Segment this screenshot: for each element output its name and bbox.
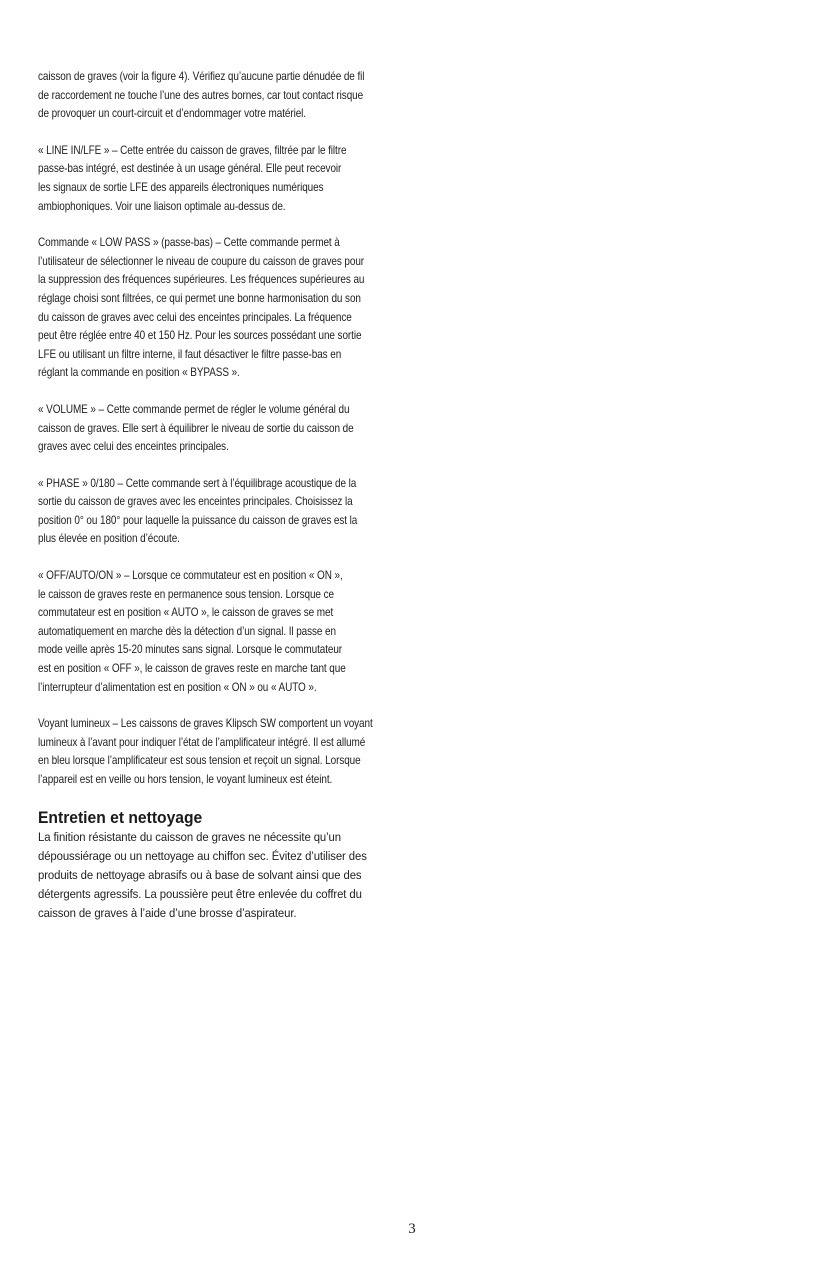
text-line: produits de nettoyage abrasifs ou à base de solvant ainsi que des <box>38 868 362 882</box>
section-heading: Entretien et nettoyage <box>38 807 203 827</box>
text-line: peut être réglée entre 40 et 150 Hz. Pour les sources possédant une sortie <box>38 329 362 343</box>
text-line: passe-bas intégré, est destinée à un usage général. Elle peut recevoir <box>38 162 342 176</box>
text-line: détergents agressifs. La poussière peut être enlevée du coffret du <box>38 887 362 902</box>
text-line: Voyant lumineux – Les caissons de graves Klipsch SW comportent un voyant <box>38 717 373 731</box>
text-line: automatiquement en marche dès la détection d’un signal. Il passe en <box>38 624 336 638</box>
text-line: caisson de graves (voir la figure 4). Vérifiez qu’aucune partie dénudée de fil <box>38 70 365 83</box>
text-line: caisson de graves. Elle sert à équilibrer le niveau de sortie du caisson de <box>38 421 354 435</box>
text-line: La finition résistante du caisson de graves ne nécessite qu’un <box>38 829 341 844</box>
text-line: la suppression des fréquences supérieures. Les fréquences supérieures au <box>38 273 365 287</box>
text-line: « PHASE » 0/180 – Cette commande sert à l’équilibrage acoustique de la <box>38 476 357 490</box>
paragraph-low-pass <box>38 234 400 383</box>
text-line: l’interrupteur d’alimentation est en position « ON » ou « AUTO ». <box>38 680 317 694</box>
paragraph-wiring-warning <box>38 68 400 124</box>
text-line: LFE ou utilisant un filtre interne, il faut désactiver le filtre passe-bas en <box>38 347 342 361</box>
text-line: l’utilisateur de sélectionner le niveau de coupure du caisson de graves pour <box>38 254 365 268</box>
text-line: caisson de graves à l’aide d’une brosse d’aspirateur. <box>38 906 297 921</box>
text-line: sortie du caisson de graves avec les enceintes principales. Choisissez la <box>38 495 353 509</box>
text-line: ambiophoniques. Voir une liaison optimale au-dessus de. <box>38 199 286 213</box>
text-line: plus élevée en position d’écoute. <box>38 532 180 546</box>
paragraph-line-in-lfe <box>38 142 400 216</box>
text-line: Commande « LOW PASS » (passe-bas) – Cette commande permet à <box>38 236 340 250</box>
paragraph-off-auto-on <box>38 567 400 697</box>
text-line: de raccordement ne touche l’une des autres bornes, car tout contact risque <box>38 88 364 102</box>
text-line: de provoquer un court-circuit et d’endommager votre matériel. <box>38 107 306 121</box>
text-line: graves avec celui des enceintes principales. <box>38 440 229 454</box>
section-body <box>38 828 400 924</box>
text-line: position 0° ou 180° pour laquelle la puissance du caisson de graves est la <box>38 513 358 527</box>
text-line: du caisson de graves avec celui des enceintes principales. La fréquence <box>38 310 352 324</box>
text-line: réglant la commande en position « BYPASS ». <box>38 366 240 380</box>
text-line: les signaux de sortie LFE des appareils électroniques numériques <box>38 180 324 194</box>
text-line: dépoussiérage ou un nettoyage au chiffon sec. Évitez d’utiliser des <box>38 848 367 863</box>
paragraph-volume <box>38 401 400 457</box>
text-column <box>38 68 400 924</box>
text-line: le caisson de graves reste en permanence sous tension. Lorsque ce <box>38 587 334 601</box>
paragraph-indicator-light <box>38 715 400 789</box>
text-line: lumineux à l’avant pour indiquer l’état de l’amplificateur intégré. Il est allumé <box>38 735 366 749</box>
text-line: « VOLUME » – Cette commande permet de régler le volume général du <box>38 402 350 416</box>
text-line: « LINE IN/LFE » – Cette entrée du caisson de graves, filtrée par le filtre <box>38 143 347 157</box>
text-line: « OFF/AUTO/ON » – Lorsque ce commutateur est en position « ON », <box>38 569 343 583</box>
text-line: est en position « OFF », le caisson de graves reste en marche tant que <box>38 662 346 676</box>
text-line: en bleu lorsque l’amplificateur est sous tension et reçoit un signal. Lorsque <box>38 754 361 768</box>
page-number: 3 <box>408 1221 416 1237</box>
text-line: réglage choisi sont filtrées, ce qui permet une bonne harmonisation du son <box>38 291 361 305</box>
text-line: commutateur est en position « AUTO », le caisson de graves se met <box>38 606 334 620</box>
text-line: mode veille après 15-20 minutes sans signal. Lorsque le commutateur <box>38 643 343 657</box>
paragraph-phase <box>38 475 400 549</box>
text-line: l’appareil est en veille ou hors tension, le voyant lumineux est éteint. <box>38 773 333 786</box>
